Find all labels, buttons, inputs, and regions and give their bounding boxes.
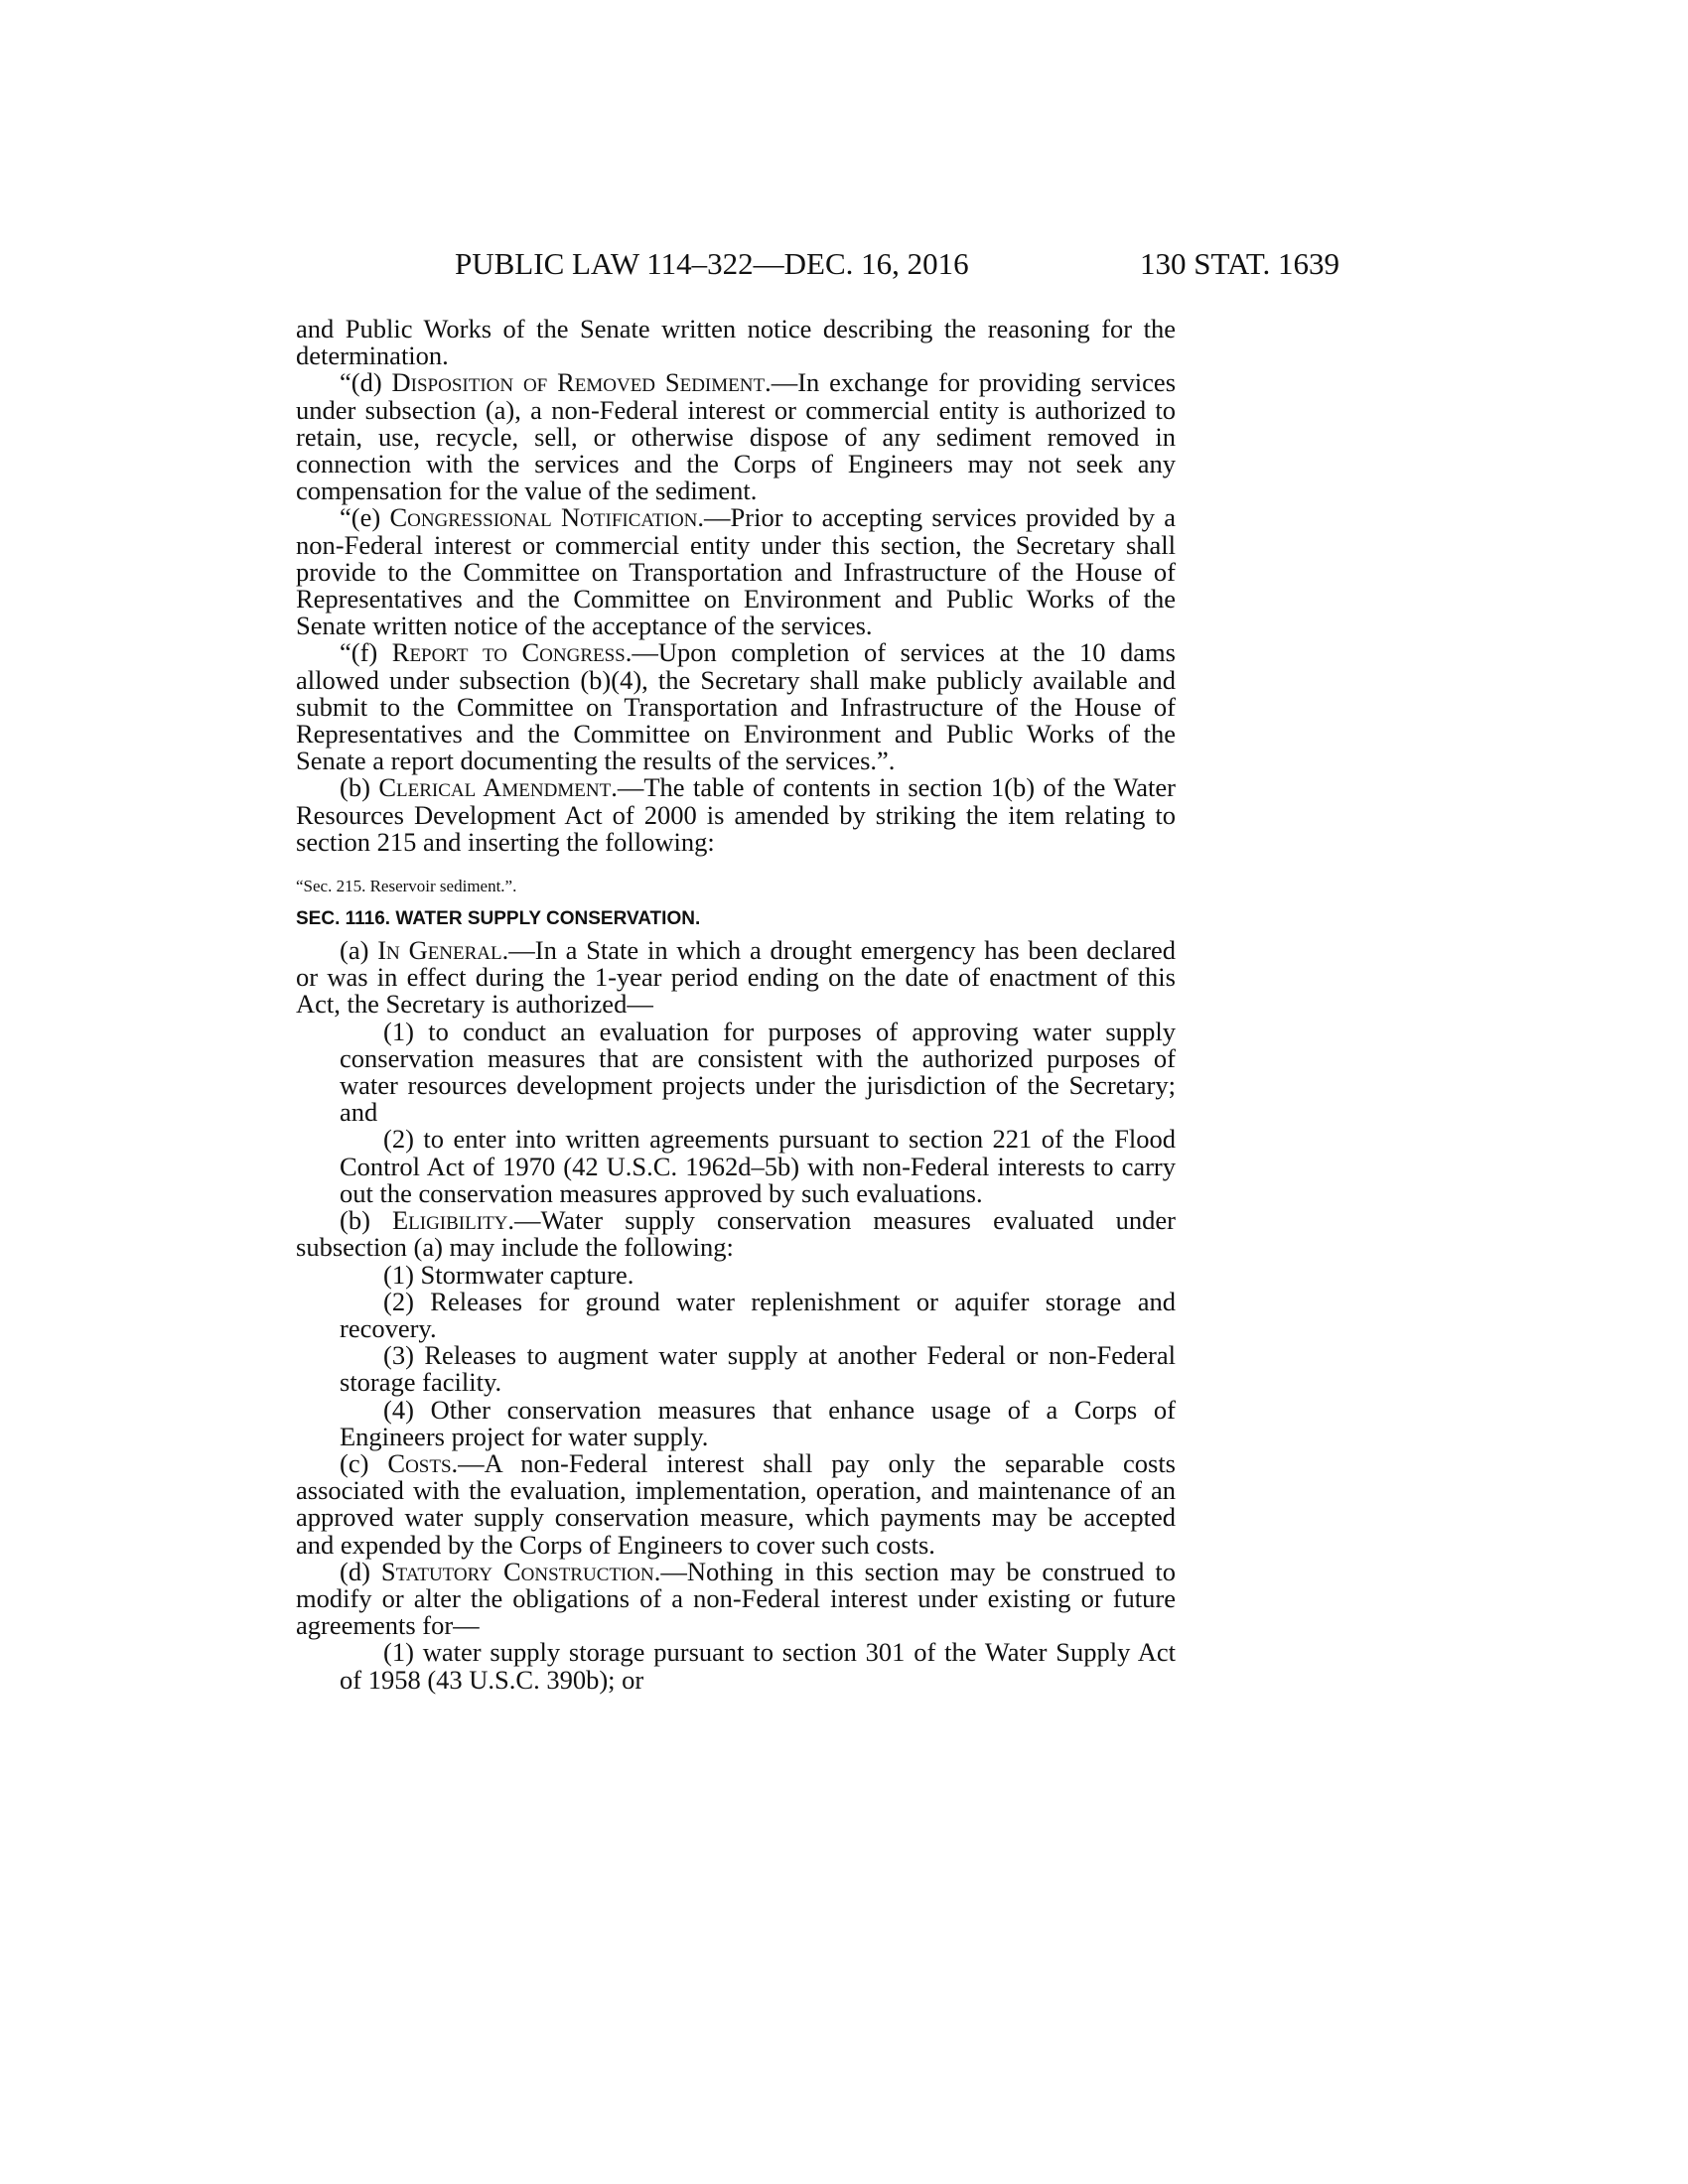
continuation-paragraph: and Public Works of the Senate written notice describing the reasoning for the determination. [296,314,1176,371]
subsection-heading: Statutory Construction [380,1556,654,1586]
paragraph-a2: (2) to enter into written agreements pursuant to section 221 of the Flood Control Act of 1970 (42 U.S.C. 1962d–5b) with non-Federal interests to carry out the conservation measures approved by such evaluations. [340,1124,1176,1208]
paragraph-b3: (3) Releases to augment water supply at another Federal or non-Federal storage facility. [340,1340,1176,1398]
subsection-heading: Costs [387,1447,452,1478]
subsection-heading: Eligibility [391,1205,508,1236]
paragraph-b1: (1) Stormwater capture. [383,1259,634,1290]
paragraph-b2: (2) Releases for ground water replenishment or aquifer storage and recovery. [340,1286,1176,1343]
subsection-e-notification [296,504,1176,639]
subsection-heading: Clerical Amendment [378,772,612,803]
subsection-b-eligibility [296,1207,1176,1261]
header-title: PUBLIC LAW 114–322—DEC. 16, 2016 [455,246,969,281]
subsection-f-report [296,639,1176,774]
subsection-heading: Congressional Notification [389,502,698,533]
subsection-text: .—Water supply conservation measures evaluated under subsection (a) may include the following: [296,1205,1176,1263]
running-header [0,246,1688,286]
subsection-marker: (c) [340,1447,388,1478]
subsection-marker: “(f) [340,637,392,668]
paragraph-b4: (4) Other conservation measures that enhance usage of a Corps of Engineers project for water supply. [340,1394,1176,1451]
toc-item: “Sec. 215. Reservoir sediment.”. [296,877,517,896]
subsection-d-construction [296,1556,1176,1641]
statute-page-number: 130 STAT. 1639 [1140,246,1340,281]
subsection-heading: Report to Congress [391,637,626,668]
subsection-text: .—A non-Federal interest shall pay only the separable costs associated with the evaluation, implementation, operation, and maintenance of an approved water supply conservation measure, which payments may be accepted and expended by the Corps of Engineers to cover such costs. [296,1447,1176,1560]
subsection-text: .—In exchange for providing services under subsection (a), a non-Federal interest or commercial entity is authorized to retain, use, recycle, sell, or otherwise dispose of any sediment removed in connection with the services and the Corps of Engineers may not seek any compensation for the value of the sediment. [296,367,1177,506]
document-body [296,316,1176,1694]
subsection-text: .—Upon completion of services at the 10 dams allowed under subsection (b)(4), the Secretary shall make publicly available and submit to the Committee on Transportation and Infrastructure of the House of Representatives and the Committee on Environment and Public Works of the Senate a report documenting the results of the services.”. [296,637,1176,776]
subsection-marker: (b) [340,1205,392,1236]
paragraph-d1: (1) water supply storage pursuant to section 301 of the Water Supply Act of 1958 (43 U.S.C. 390b); or [340,1637,1176,1695]
subsection-marker: (b) [340,772,379,803]
paragraph-a1: (1) to conduct an evaluation for purposes of approving water supply conservation measures that are consistent with the authorized purposes of water resources development projects under the jurisdiction of the Secretary; and [340,1016,1176,1128]
subsection-text: .—The table of contents in section 1(b) of the Water Resources Development Act of 2000 is amended by striking the item relating to section 215 and inserting the following: [296,772,1176,857]
subsection-c-costs [296,1447,1176,1560]
subsection-b-clerical [296,774,1176,856]
subsection-marker: (a) [340,935,378,966]
subsection-text: .—In a State in which a drought emergency has been declared or was in effect during the 1-year period ending on the date of enactment of this Act, the Secretary is authorized— [296,935,1176,1020]
subsection-a-general [296,937,1176,1019]
subsection-marker: “(d) [340,367,392,398]
section-heading: SEC. 1116. WATER SUPPLY CONSERVATION. [296,908,701,930]
subsection-heading: Disposition of Removed Sediment [391,367,766,398]
subsection-d-disposition [296,369,1176,504]
subsection-heading: In General [377,935,502,966]
subsection-marker: “(e) [340,502,390,533]
subsection-marker: (d) [340,1556,381,1586]
subsection-text: .—Nothing in this section may be construed to modify or alter the obligations of a non-Federal interest under existing or future agreements for— [296,1556,1176,1641]
subsection-text: .—Prior to accepting services provided by a non-Federal interest or commercial entity under this section, the Secretary shall provide to the Committee on Transportation and Infrastructure of the House of Representatives and the Committee on Environment and Public Works of the Senate written notice of the acceptance of the services. [296,502,1176,641]
